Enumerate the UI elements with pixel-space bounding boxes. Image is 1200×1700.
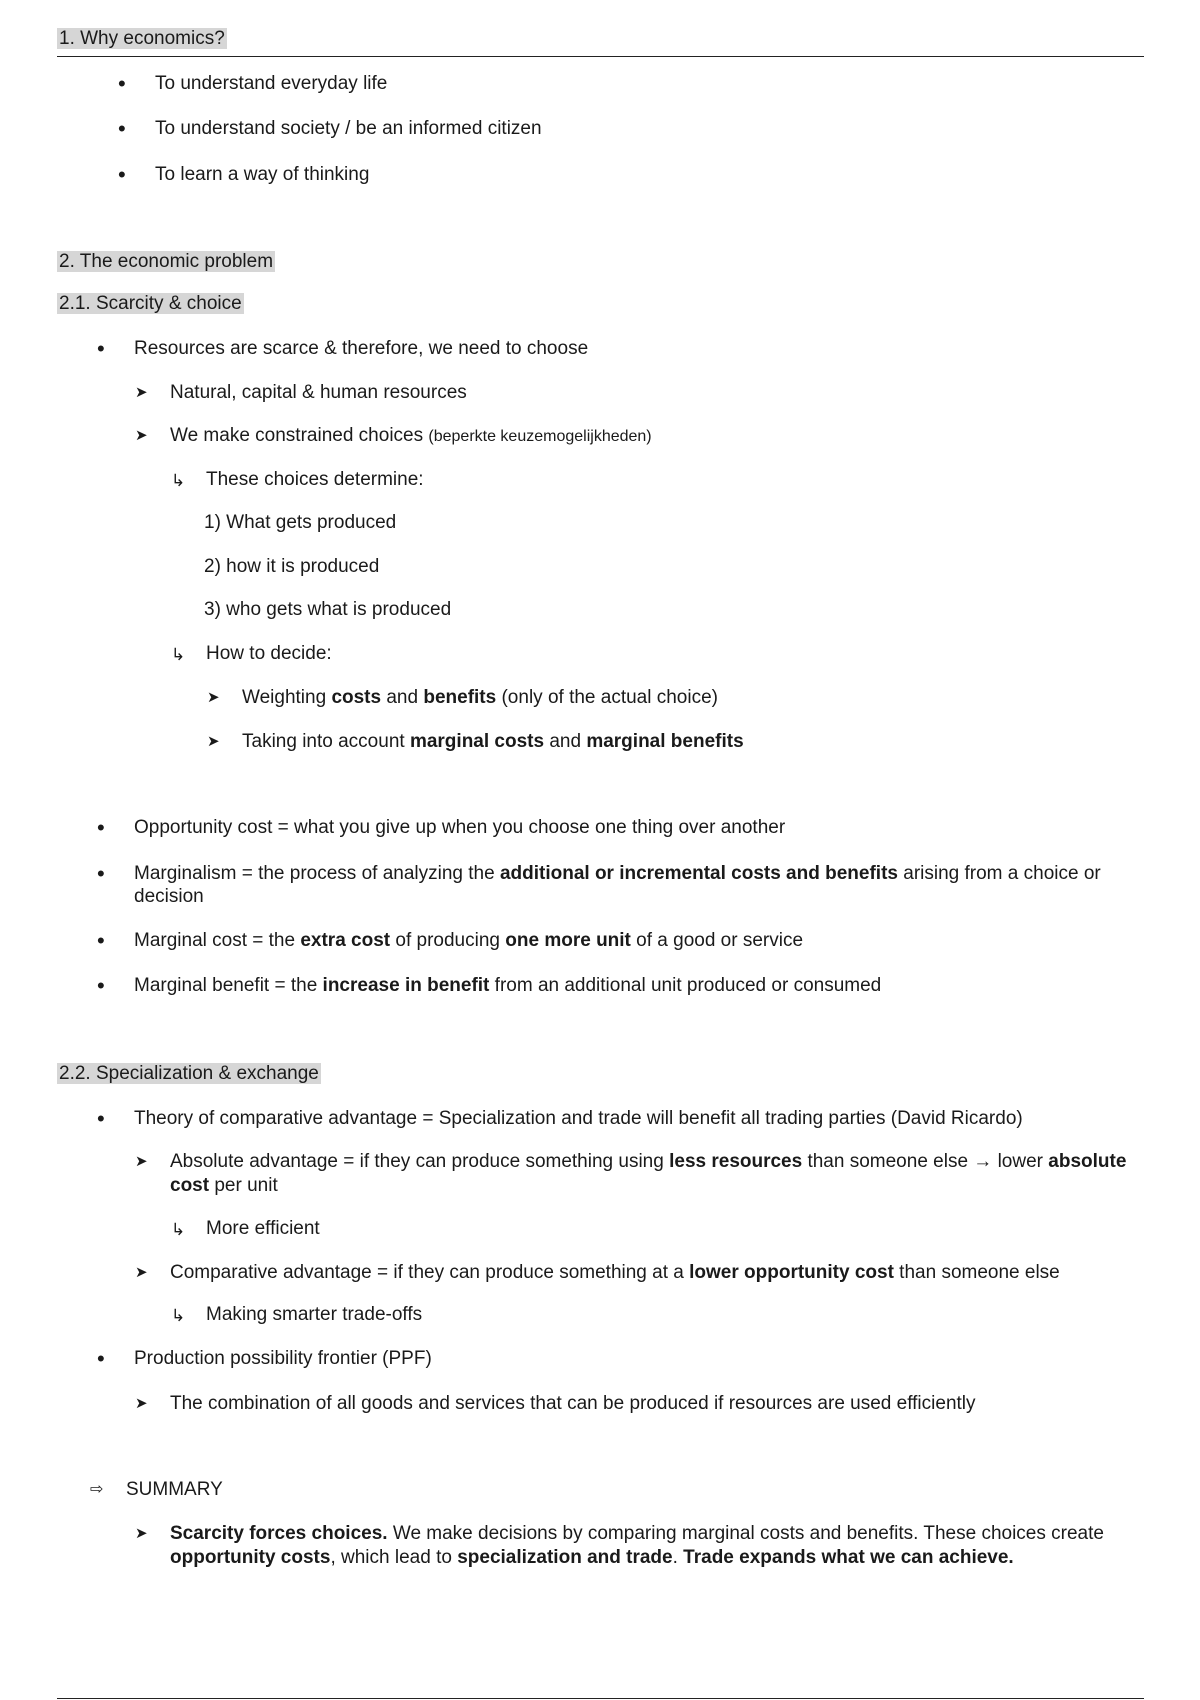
summary-line-2: opportunity costs, which lead to specialization and trade. Trade expands what we can achieve. — [170, 1547, 1014, 1568]
arrowhead-icon: ➤ — [135, 384, 148, 401]
list-item: Opportunity cost = what you give up when you choose one thing over another — [134, 817, 786, 838]
bullet-icon: • — [97, 861, 105, 886]
arrowhead-icon: ➤ — [207, 733, 220, 750]
list-item: Marginal benefit = the increase in benefit from an additional unit produced or consumed — [134, 975, 882, 996]
section-1-heading-text: 1. Why economics? — [59, 28, 225, 49]
constrained-text: We make constrained choices — [170, 425, 424, 446]
list-item: Resources are scarce & therefore, we need to choose — [134, 338, 589, 359]
arrowhead-icon: ➤ — [135, 1153, 148, 1170]
bullet-icon: • — [118, 162, 126, 187]
hook-arrow-icon: ↳ — [171, 1306, 186, 1325]
list-item: To understand society / be an informed citizen — [155, 118, 542, 139]
bullet-icon: • — [118, 71, 126, 96]
arrowhead-icon: ➤ — [135, 427, 148, 444]
section-2-heading-text: 2. The economic problem — [59, 251, 274, 272]
list-item — [170, 424, 652, 448]
subsection-2-2-heading — [57, 1062, 321, 1085]
list-item: More efficient — [206, 1218, 320, 1239]
section-1-heading — [57, 27, 227, 50]
bullet-icon: • — [97, 973, 105, 998]
hook-arrow-icon: ↳ — [171, 1220, 186, 1239]
list-item-continuation: cost per unit — [170, 1175, 278, 1196]
list-item-continuation: decision — [134, 886, 204, 907]
arrowhead-icon: ➤ — [135, 1525, 148, 1542]
heading-rule — [57, 56, 1144, 57]
subsection-2-2-heading-text: 2.2. Specialization & exchange — [59, 1063, 319, 1084]
bullet-icon: • — [97, 1106, 105, 1131]
list-item: Taking into account marginal costs and marginal benefits — [242, 731, 744, 752]
arrowhead-icon: ➤ — [135, 1264, 148, 1281]
bullet-icon: • — [97, 928, 105, 953]
bullet-icon: • — [97, 815, 105, 840]
list-item: Absolute advantage = if they can produce something using less resources than someone else → lower absolute — [170, 1151, 1127, 1172]
list-item: 2) how it is produced — [204, 556, 380, 577]
list-item: The combination of all goods and services that can be produced if resources are used efficiently — [170, 1393, 976, 1414]
list-item: Marginal cost = the extra cost of producing one more unit of a good or service — [134, 930, 804, 951]
list-item: 3) who gets what is produced — [204, 599, 452, 620]
arrowhead-icon: ➤ — [135, 1395, 148, 1412]
bullet-icon: • — [118, 116, 126, 141]
double-arrow-icon: ⇨ — [90, 1481, 104, 1498]
list-item: To learn a way of thinking — [155, 164, 370, 185]
hook-arrow-icon: ↳ — [171, 471, 186, 490]
list-item: To understand everyday life — [155, 73, 388, 94]
summary-label: SUMMARY — [126, 1479, 223, 1500]
bullet-icon: • — [97, 336, 105, 361]
subsection-2-1-heading-text: 2.1. Scarcity & choice — [59, 293, 242, 314]
list-item: Comparative advantage = if they can produce something at a lower opportunity cost than someone else — [170, 1262, 1060, 1283]
list-item: 1) What gets produced — [204, 512, 397, 533]
subsection-2-1-heading — [57, 292, 244, 315]
list-item: These choices determine: — [206, 469, 424, 490]
constrained-note: (beperkte keuzemogelijkheden) — [428, 428, 652, 445]
arrowhead-icon: ➤ — [207, 689, 220, 706]
list-item: Weighting costs and benefits (only of the actual choice) — [242, 687, 718, 708]
list-item: Production possibility frontier (PPF) — [134, 1348, 432, 1369]
list-item: Marginalism = the process of analyzing the additional or incremental costs and benefits arising from a choice or — [134, 863, 1101, 884]
summary-line-1: Scarcity forces choices. We make decisions by comparing marginal costs and benefits. These choices create — [170, 1523, 1104, 1544]
list-item: Theory of comparative advantage = Specialization and trade will benefit all trading parties (David Ricardo) — [134, 1108, 1023, 1129]
footer-rule — [57, 1698, 1144, 1699]
list-item: Making smarter trade-offs — [206, 1304, 423, 1325]
section-2-heading — [57, 250, 275, 273]
bullet-icon: • — [97, 1346, 105, 1371]
hook-arrow-icon: ↳ — [171, 645, 186, 664]
list-item: How to decide: — [206, 643, 332, 664]
list-item: Natural, capital & human resources — [170, 382, 467, 403]
